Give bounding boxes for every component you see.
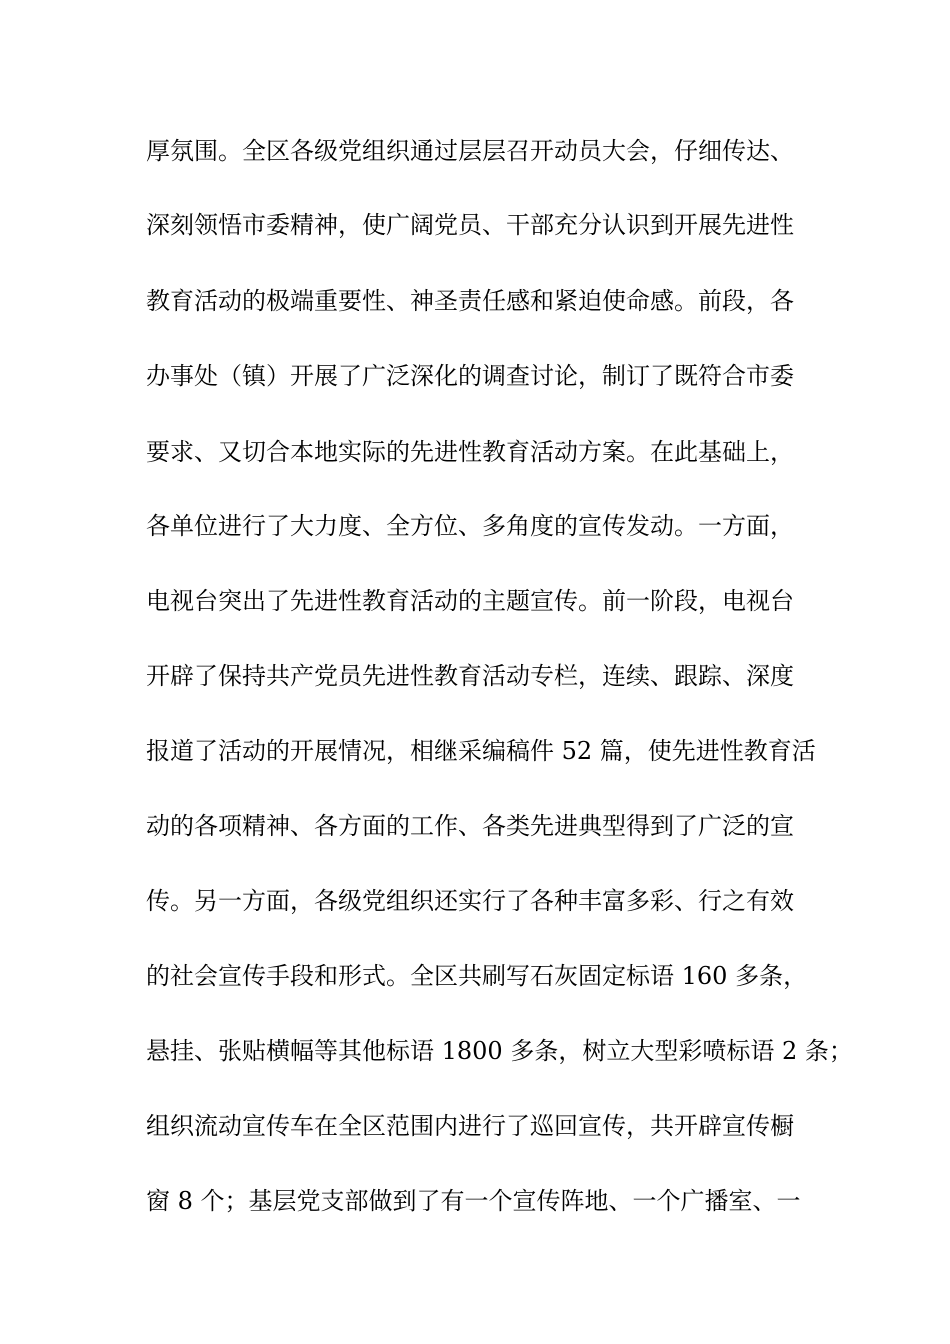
text-line: 电视台突出了先进性教育活动的主题宣传。前一阶段，电视台 — [146, 587, 794, 615]
text-line: 传。另一方面，各级党组织还实行了各种丰富多彩、行之有效 — [146, 887, 794, 915]
text-line: 悬挂、张贴横幅等其他标语 1800 多条，树立大型彩喷标语 2 条； — [146, 1037, 853, 1065]
text-line: 各单位进行了大力度、全方位、多角度的宣传发动。一方面， — [146, 512, 794, 540]
text-line: 教育活动的极端重要性、神圣责任感和紧迫使命感。前段，各 — [146, 287, 794, 315]
text-line: 深刻领悟市委精神，使广阔党员、干部充分认识到开展先进性 — [146, 211, 794, 239]
text-line: 厚氛围。全区各级党组织通过层层召开动员大会，仔细传达、 — [146, 137, 794, 165]
text-line: 组织流动宣传车在全区范围内进行了巡回宣传，共开辟宣传橱 — [146, 1112, 794, 1140]
text-line: 动的各项精神、各方面的工作、各类先进典型得到了广泛的宣 — [146, 812, 794, 840]
text-line: 要求、又切合本地实际的先进性教育活动方案。在此基础上， — [146, 438, 794, 466]
text-line: 的社会宣传手段和形式。全区共刷写石灰固定标语 160 多条， — [146, 962, 808, 990]
text-line: 报道了活动的开展情况，相继采编稿件 52 篇，使先进性教育活 — [146, 737, 816, 765]
text-line: 窗 8 个；基层党支部做到了有一个宣传阵地、一个广播室、一 — [146, 1187, 801, 1215]
text-line: 办事处（镇）开展了广泛深化的调查讨论，制订了既符合市委 — [146, 362, 794, 390]
text-line: 开辟了保持共产党员先进性教育活动专栏，连续、跟踪、深度 — [146, 662, 794, 690]
